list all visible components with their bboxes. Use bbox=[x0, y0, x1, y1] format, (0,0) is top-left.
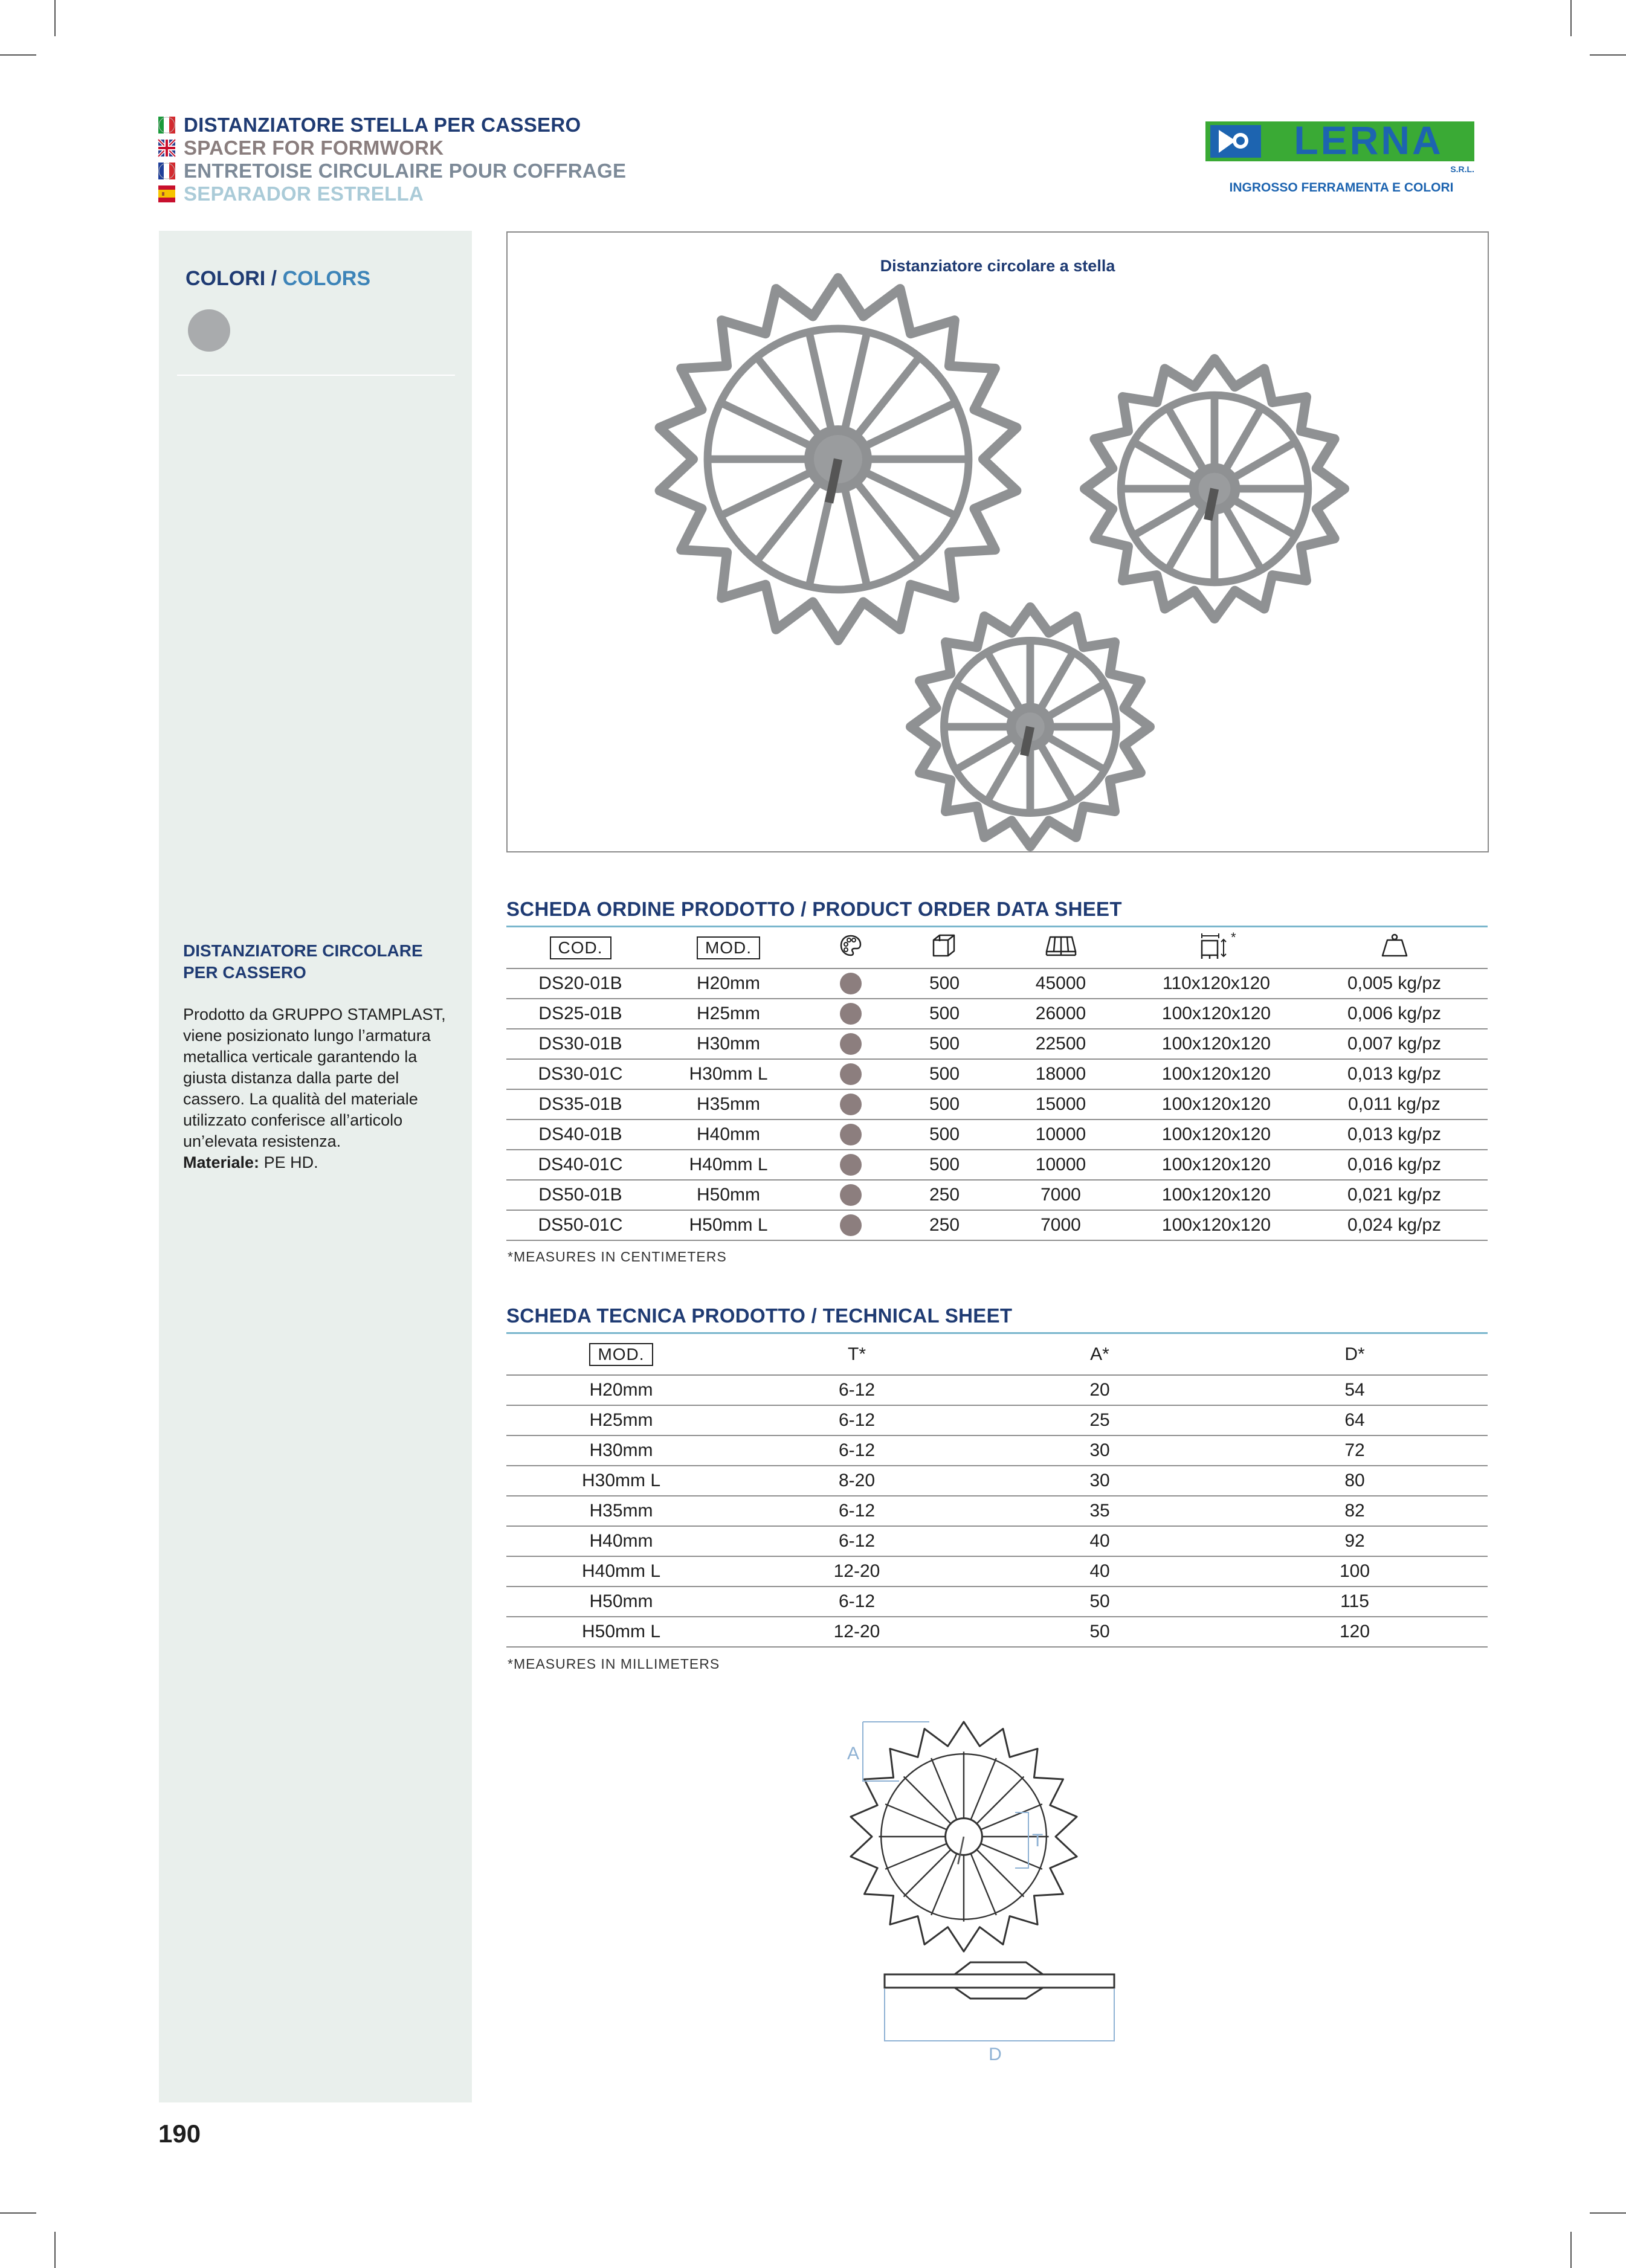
order-row bbox=[506, 1210, 1488, 1240]
tech-a-cell: 50 bbox=[978, 1617, 1222, 1647]
col-a: A* bbox=[978, 1334, 1222, 1375]
tech-a-cell: 40 bbox=[978, 1556, 1222, 1587]
tech-d-cell: 54 bbox=[1222, 1375, 1488, 1405]
col-cod bbox=[506, 927, 654, 968]
product-titles bbox=[158, 114, 626, 205]
label-a: A bbox=[847, 1744, 860, 1764]
tech-d-cell: 64 bbox=[1222, 1405, 1488, 1435]
tech-a-cell: 30 bbox=[978, 1466, 1222, 1496]
order-dim-cell: 100x120x120 bbox=[1132, 1150, 1301, 1180]
mod-header: MOD. bbox=[697, 936, 760, 959]
order-dim-cell: 110x120x120 bbox=[1132, 968, 1301, 999]
tech-row bbox=[506, 1556, 1488, 1587]
order-pack-cell: 500 bbox=[899, 1059, 990, 1089]
france-flag-icon bbox=[158, 163, 175, 179]
product-photo-box bbox=[506, 231, 1489, 852]
lerna-logo bbox=[1205, 118, 1480, 196]
material-line bbox=[183, 1152, 455, 1173]
title-text-es: SEPARADOR ESTRELLA bbox=[184, 182, 424, 205]
order-pallet-cell: 7000 bbox=[990, 1210, 1132, 1240]
product-photo bbox=[508, 233, 1490, 854]
order-cod-cell: DS40-01C bbox=[506, 1150, 654, 1180]
tech-note: *MEASURES IN MILLIMETERS bbox=[508, 1656, 720, 1672]
tech-t-cell: 6-12 bbox=[736, 1435, 978, 1466]
order-table bbox=[506, 927, 1488, 1241]
order-weight-cell: 0,006 kg/pz bbox=[1301, 999, 1488, 1029]
uk-flag-icon bbox=[158, 140, 175, 156]
order-pallet-cell: 10000 bbox=[990, 1120, 1132, 1150]
color-dot bbox=[840, 1094, 862, 1115]
tech-t-cell: 6-12 bbox=[736, 1405, 978, 1435]
order-color-cell bbox=[802, 968, 899, 999]
tech-t-cell: 8-20 bbox=[736, 1466, 978, 1496]
crop-mark bbox=[54, 0, 56, 36]
order-mod-cell: H20mm bbox=[654, 968, 802, 999]
spain-flag-icon bbox=[158, 185, 175, 202]
tech-t-cell: 6-12 bbox=[736, 1375, 978, 1405]
tech-row bbox=[506, 1405, 1488, 1435]
order-color-cell bbox=[802, 1180, 899, 1210]
colors-label-it: COLORI / bbox=[186, 267, 277, 290]
order-note: *MEASURES IN CENTIMETERS bbox=[508, 1249, 727, 1264]
order-weight-cell: 0,013 kg/pz bbox=[1301, 1120, 1488, 1150]
title-spanish bbox=[158, 182, 626, 205]
tech-sheet-title: SCHEDA TECNICA PRODOTTO / TECHNICAL SHEET bbox=[506, 1304, 1013, 1327]
crop-mark bbox=[1570, 0, 1572, 36]
dimensions-icon bbox=[1197, 931, 1236, 960]
title-text-it: DISTANZIATORE STELLA PER CASSERO bbox=[184, 114, 581, 136]
title-text-en: SPACER FOR FORMWORK bbox=[184, 137, 444, 159]
tech-table bbox=[506, 1334, 1488, 1648]
order-row bbox=[506, 1089, 1488, 1120]
tech-row bbox=[506, 1526, 1488, 1556]
technical-drawing bbox=[834, 1710, 1148, 2064]
logo-tagline: INGROSSO FERRAMENTA E COLORI bbox=[1229, 181, 1454, 195]
photo-caption: Distanziatore circolare a stella bbox=[880, 257, 1115, 275]
tech-row bbox=[506, 1496, 1488, 1526]
order-row bbox=[506, 1029, 1488, 1059]
tech-d-cell: 115 bbox=[1222, 1587, 1488, 1617]
order-dim-cell: 100x120x120 bbox=[1132, 1210, 1301, 1240]
material-value: PE HD. bbox=[263, 1153, 318, 1171]
order-cod-cell: DS50-01C bbox=[506, 1210, 654, 1240]
title-english bbox=[158, 137, 626, 159]
order-cod-cell: DS20-01B bbox=[506, 968, 654, 999]
order-weight-cell: 0,024 kg/pz bbox=[1301, 1210, 1488, 1240]
order-cod-cell: DS30-01B bbox=[506, 1029, 654, 1059]
tech-row bbox=[506, 1466, 1488, 1496]
order-color-cell bbox=[802, 1089, 899, 1120]
tech-row bbox=[506, 1435, 1488, 1466]
title-italian bbox=[158, 114, 626, 137]
cod-header: COD. bbox=[550, 936, 611, 959]
description-body: Prodotto da GRUPPO STAMPLAST, viene posizionato lungo l’armatura metallica verticale garantendo la giusta distanza dalla parte del cassero. La qualità del materiale utilizzato conferisce all’articolo un’elevata resistenza. bbox=[183, 1005, 446, 1150]
order-sheet-title: SCHEDA ORDINE PRODOTTO / PRODUCT ORDER DATA SHEET bbox=[506, 898, 1122, 920]
order-pallet-cell: 26000 bbox=[990, 999, 1132, 1029]
sidebar bbox=[159, 231, 472, 2102]
order-pack-cell: 500 bbox=[899, 1089, 990, 1120]
color-dot bbox=[840, 1214, 862, 1236]
tech-mod-cell: H40mm bbox=[506, 1526, 736, 1556]
order-cod-cell: DS40-01B bbox=[506, 1120, 654, 1150]
col-pallet bbox=[990, 927, 1132, 968]
tech-t-cell: 6-12 bbox=[736, 1496, 978, 1526]
order-dim-cell: 100x120x120 bbox=[1132, 1120, 1301, 1150]
order-mod-cell: H40mm L bbox=[654, 1150, 802, 1180]
order-cod-cell: DS35-01B bbox=[506, 1089, 654, 1120]
order-cod-cell: DS25-01B bbox=[506, 999, 654, 1029]
order-mod-cell: H40mm bbox=[654, 1120, 802, 1150]
tech-t-cell: 12-20 bbox=[736, 1617, 978, 1647]
crop-mark bbox=[0, 2212, 36, 2214]
order-color-cell bbox=[802, 1120, 899, 1150]
order-color-cell bbox=[802, 1150, 899, 1180]
col-color bbox=[802, 927, 899, 968]
tech-t-cell: 6-12 bbox=[736, 1526, 978, 1556]
italy-flag-icon bbox=[158, 117, 175, 134]
order-mod-cell: H30mm bbox=[654, 1029, 802, 1059]
col-d: D* bbox=[1222, 1334, 1488, 1375]
color-dot bbox=[840, 1154, 862, 1176]
tech-d-cell: 82 bbox=[1222, 1496, 1488, 1526]
logo-wordmark: LERNA bbox=[1294, 118, 1444, 163]
color-dot bbox=[840, 1063, 862, 1085]
tech-mod-cell: H20mm bbox=[506, 1375, 736, 1405]
color-dot bbox=[840, 1124, 862, 1145]
color-dot bbox=[840, 1184, 862, 1206]
order-pack-cell: 250 bbox=[899, 1180, 990, 1210]
order-pack-cell: 500 bbox=[899, 999, 990, 1029]
spacer-large-icon bbox=[660, 278, 1017, 640]
order-pallet-cell: 22500 bbox=[990, 1029, 1132, 1059]
spacer-medium-icon bbox=[1085, 359, 1344, 619]
order-pallet-cell: 15000 bbox=[990, 1089, 1132, 1120]
order-pallet-cell: 45000 bbox=[990, 968, 1132, 999]
label-t: T bbox=[1032, 1831, 1044, 1851]
tech-row bbox=[506, 1587, 1488, 1617]
order-pack-cell: 500 bbox=[899, 968, 990, 999]
order-cod-cell: DS50-01B bbox=[506, 1180, 654, 1210]
order-color-cell bbox=[802, 1210, 899, 1240]
col-pack bbox=[899, 927, 990, 968]
tech-a-cell: 50 bbox=[978, 1587, 1222, 1617]
tech-a-cell: 40 bbox=[978, 1526, 1222, 1556]
title-text-fr: ENTRETOISE CIRCULAIRE POUR COFFRAGE bbox=[184, 159, 627, 182]
order-dim-cell: 100x120x120 bbox=[1132, 999, 1301, 1029]
divider bbox=[177, 375, 455, 376]
spacer-side-view bbox=[885, 1962, 1114, 1999]
order-weight-cell: 0,021 kg/pz bbox=[1301, 1180, 1488, 1210]
order-mod-cell: H50mm L bbox=[654, 1210, 802, 1240]
tech-d-cell: 120 bbox=[1222, 1617, 1488, 1647]
tech-a-cell: 30 bbox=[978, 1435, 1222, 1466]
col-mod bbox=[654, 927, 802, 968]
order-dim-cell: 100x120x120 bbox=[1132, 1059, 1301, 1089]
order-mod-cell: H30mm L bbox=[654, 1059, 802, 1089]
order-row bbox=[506, 1120, 1488, 1150]
tech-row bbox=[506, 1617, 1488, 1647]
order-weight-cell: 0,005 kg/pz bbox=[1301, 968, 1488, 999]
tech-t-cell: 12-20 bbox=[736, 1556, 978, 1587]
tech-d-cell: 100 bbox=[1222, 1556, 1488, 1587]
tech-table-header bbox=[506, 1334, 1488, 1375]
tech-mod-header: MOD. bbox=[589, 1343, 653, 1366]
order-color-cell bbox=[802, 1029, 899, 1059]
order-mod-cell: H25mm bbox=[654, 999, 802, 1029]
order-pallet-cell: 10000 bbox=[990, 1150, 1132, 1180]
tech-mod-cell: H50mm bbox=[506, 1587, 736, 1617]
order-pack-cell: 500 bbox=[899, 1120, 990, 1150]
order-mod-cell: H35mm bbox=[654, 1089, 802, 1120]
tech-mod-cell: H50mm L bbox=[506, 1617, 736, 1647]
page-number: 190 bbox=[158, 2119, 201, 2148]
crop-mark bbox=[0, 54, 36, 56]
color-dot bbox=[840, 1033, 862, 1055]
order-table-header bbox=[506, 927, 1488, 968]
order-color-cell bbox=[802, 999, 899, 1029]
crop-mark bbox=[1570, 2232, 1572, 2268]
order-pallet-cell: 18000 bbox=[990, 1059, 1132, 1089]
palette-icon bbox=[839, 933, 863, 958]
order-row bbox=[506, 1150, 1488, 1180]
order-pack-cell: 250 bbox=[899, 1210, 990, 1240]
product-description bbox=[183, 940, 455, 1173]
logo-suffix: S.R.L. bbox=[1450, 164, 1474, 174]
tech-d-cell: 72 bbox=[1222, 1435, 1488, 1466]
crop-mark bbox=[54, 2232, 56, 2268]
color-swatch-grey bbox=[188, 309, 230, 352]
order-pallet-cell: 7000 bbox=[990, 1180, 1132, 1210]
col-weight bbox=[1301, 927, 1488, 968]
tech-row bbox=[506, 1375, 1488, 1405]
material-label: Materiale: bbox=[183, 1153, 260, 1171]
label-d: D bbox=[989, 2044, 1002, 2064]
order-dim-cell: 100x120x120 bbox=[1132, 1089, 1301, 1120]
tech-mod-cell: H40mm L bbox=[506, 1556, 736, 1587]
order-dim-cell: 100x120x120 bbox=[1132, 1180, 1301, 1210]
order-row bbox=[506, 999, 1488, 1029]
spacer-small-icon bbox=[911, 607, 1150, 846]
tech-a-cell: 20 bbox=[978, 1375, 1222, 1405]
col-t: T* bbox=[736, 1334, 978, 1375]
tech-mod-cell: H25mm bbox=[506, 1405, 736, 1435]
order-mod-cell: H50mm bbox=[654, 1180, 802, 1210]
description-title: DISTANZIATORE CIRCOLARE PER CASSERO bbox=[183, 941, 423, 982]
order-color-cell bbox=[802, 1059, 899, 1089]
order-cod-cell: DS30-01C bbox=[506, 1059, 654, 1089]
order-row bbox=[506, 1180, 1488, 1210]
title-french bbox=[158, 159, 626, 182]
tech-mod-cell: H30mm bbox=[506, 1435, 736, 1466]
weight-icon bbox=[1380, 933, 1409, 958]
tech-mod-cell: H35mm bbox=[506, 1496, 736, 1526]
colors-heading bbox=[186, 267, 370, 291]
order-row bbox=[506, 1059, 1488, 1089]
tech-a-cell: 35 bbox=[978, 1496, 1222, 1526]
tech-mod-cell: H30mm L bbox=[506, 1466, 736, 1496]
crop-mark bbox=[1590, 54, 1626, 56]
order-pack-cell: 500 bbox=[899, 1150, 990, 1180]
order-weight-cell: 0,013 kg/pz bbox=[1301, 1059, 1488, 1089]
order-weight-cell: 0,007 kg/pz bbox=[1301, 1029, 1488, 1059]
pallet-icon bbox=[1044, 933, 1078, 958]
colors-label-en: COLORS bbox=[282, 267, 371, 290]
tech-a-cell: 25 bbox=[978, 1405, 1222, 1435]
order-dim-cell: 100x120x120 bbox=[1132, 1029, 1301, 1059]
order-weight-cell: 0,011 kg/pz bbox=[1301, 1089, 1488, 1120]
box-icon bbox=[930, 933, 959, 958]
crop-mark bbox=[1590, 2212, 1626, 2214]
color-dot bbox=[840, 1003, 862, 1025]
tech-t-cell: 6-12 bbox=[736, 1587, 978, 1617]
col-dim bbox=[1132, 927, 1301, 968]
color-dot bbox=[840, 973, 862, 994]
col-tech-mod bbox=[506, 1334, 736, 1375]
order-weight-cell: 0,016 kg/pz bbox=[1301, 1150, 1488, 1180]
tech-d-cell: 80 bbox=[1222, 1466, 1488, 1496]
dim-star: * bbox=[1231, 929, 1236, 945]
order-pack-cell: 500 bbox=[899, 1029, 990, 1059]
tech-d-cell: 92 bbox=[1222, 1526, 1488, 1556]
order-row bbox=[506, 968, 1488, 999]
